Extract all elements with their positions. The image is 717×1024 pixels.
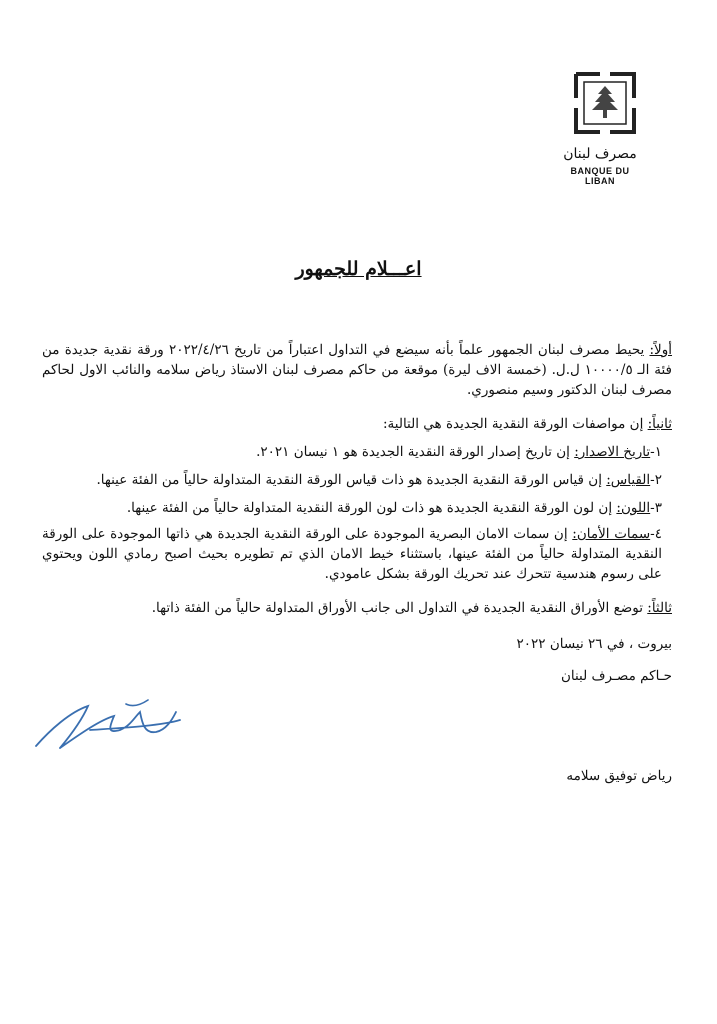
list-item bbox=[32, 470, 662, 490]
place-date: بيروت ، في ٢٦ نيسان ٢٠٢٢ bbox=[516, 636, 672, 652]
item-text: إن تاريخ إصدار الورقة النقدية الجديدة هو ١ نيسان ٢٠٢١. bbox=[256, 444, 575, 460]
paragraph-first-text: يحيط مصرف لبنان الجمهور علماً بأنه سيضع في التداول اعتباراً من تاريخ ٢٠٢٢/٤/٢٦ ورقة نقدية جديدة من فئة الـ ١٠٠٠٠/٥ ل.ل. (خمسة الاف ليرة) موقعة من حاكم مصرف لبنان الاستاذ رياض سلامه والنائب الاول لحاكم مصرف لبنان الدكتور وسيم منصوري. bbox=[42, 342, 672, 398]
paragraph-third bbox=[42, 598, 672, 618]
item-number: ٢- bbox=[650, 472, 662, 488]
item-label: القياس: bbox=[606, 472, 651, 488]
paragraph-third-label: ثالثاً: bbox=[647, 600, 672, 616]
item-text: إن قياس الورقة النقدية الجديدة هو ذات قياس الورقة النقدية المتداولة حالياً من الفئة عينها. bbox=[96, 472, 607, 488]
signer-title: حـاكم مصـرف لبنان bbox=[560, 668, 672, 684]
logo-latin-text: BANQUE DU LIBAN bbox=[570, 166, 630, 186]
item-number: ٤- bbox=[650, 526, 662, 542]
paragraph-first-label: أولاً: bbox=[649, 342, 673, 358]
signer-name: رياض توفيق سلامه bbox=[566, 768, 672, 784]
item-label: اللون: bbox=[616, 500, 651, 516]
list-item bbox=[32, 498, 662, 518]
item-number: ١- bbox=[650, 444, 662, 460]
logo-arabic-text: مصرف لبنان bbox=[563, 146, 637, 162]
paragraph-second bbox=[42, 414, 672, 434]
item-label: سمات الأمان: bbox=[572, 526, 651, 542]
item-text: إن سمات الامان البصرية الموجودة على الورقة النقدية الجديدة هي ذاتها الموجودة على الورقة النقدية المتداولة حالياً من الفئة عينها، باستثناء خيط الامان الذي تم تطويره بحيث اصبح رمادي اللون ويحتوي على رسوم هندسية تتحرك عند تحريك الورقة بشكل عامودي. bbox=[42, 526, 662, 582]
paragraph-second-label: ثانياً: bbox=[647, 416, 672, 432]
item-text: إن لون الورقة النقدية الجديدة هو ذات لون الورقة النقدية المتداولة حالياً من الفئة عينها. bbox=[126, 500, 617, 516]
item-number: ٣- bbox=[650, 500, 662, 516]
list-item bbox=[32, 442, 662, 462]
list-item bbox=[42, 524, 662, 584]
page-title: اعـــلام للجمهور bbox=[295, 258, 422, 280]
paragraph-third-text: توضع الأوراق النقدية الجديدة في التداول الى جانب الأوراق المتداولة حالياً من الفئة ذاتها. bbox=[151, 600, 648, 616]
handwritten-signature bbox=[30, 690, 190, 760]
paragraph-second-text: إن مواصفات الورقة النقدية الجديدة هي التالية: bbox=[382, 416, 648, 432]
cedar-emblem-icon bbox=[574, 72, 636, 134]
paragraph-first bbox=[42, 340, 672, 400]
item-label: تاريخ الاصدار: bbox=[574, 444, 651, 460]
